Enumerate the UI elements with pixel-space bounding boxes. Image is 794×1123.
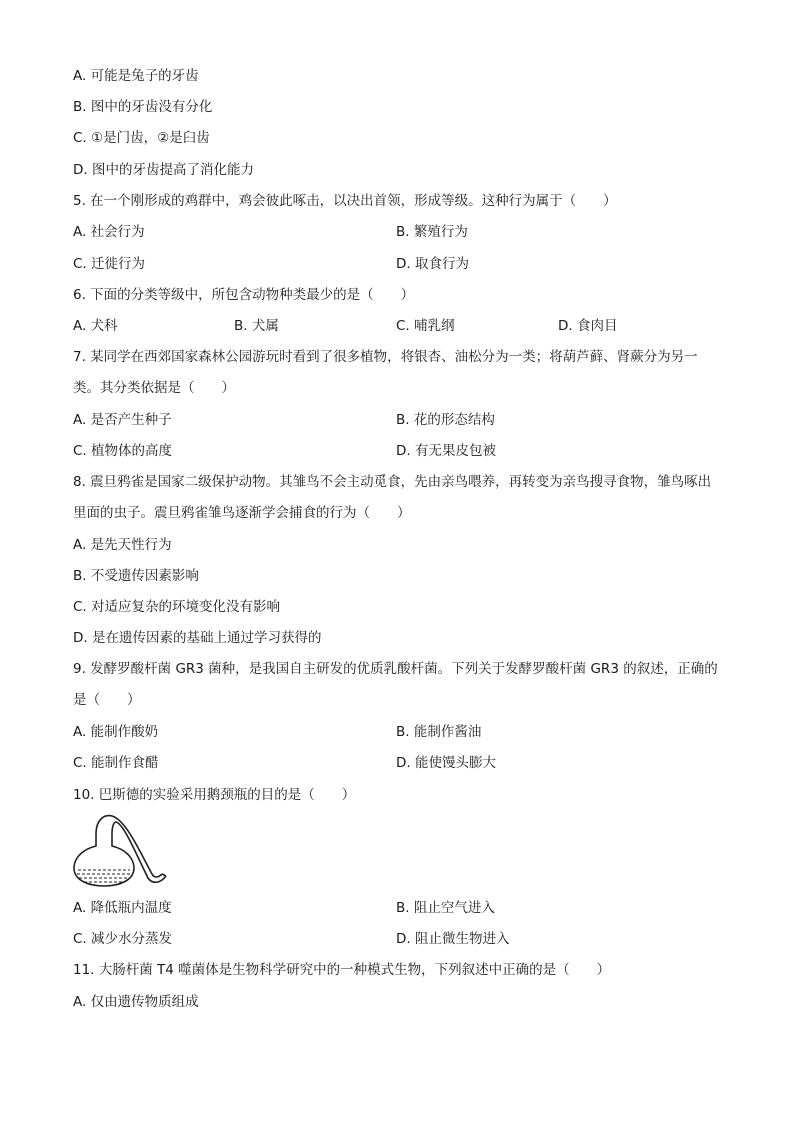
q9-stem: 9. 发酵罗酸杆菌 GR3 菌种，是我国自主研发的优质乳酸杆菌。下列关于发酵罗酸杆菌 GR3 的叙述，正确的是（ ） xyxy=(73,661,718,708)
q9-option-a: A. 能制作酸奶 xyxy=(73,724,159,740)
q8-option-a: A. 是先天性行为 xyxy=(73,537,172,553)
q5-option-b: B. 繁殖行为 xyxy=(396,224,468,240)
q11-option-a: A. 仅由遗传物质组成 xyxy=(73,994,199,1010)
q4-option-a: A. 可能是兔子的牙齿 xyxy=(73,68,199,84)
q6-option-c: C. 哺乳纲 xyxy=(396,318,455,334)
q8-option-b: B. 不受遗传因素影响 xyxy=(73,568,199,584)
q5-option-d: D. 取食行为 xyxy=(396,256,469,272)
q7-stem: 7. 某同学在西郊国家森林公园游玩时看到了很多植物，将银杏、油松分为一类；将葫芦藓、肾蕨分为另一类。其分类依据是（ ） xyxy=(73,349,698,396)
q6-option-d: D. 食肉目 xyxy=(558,318,618,334)
q8-option-d: D. 是在遗传因素的基础上通过学习获得的 xyxy=(73,630,322,646)
q6-option-a: A. 犬科 xyxy=(73,318,118,334)
q10-stem: 10. 巴斯德的实验采用鹅颈瓶的目的是（ ） xyxy=(73,787,356,803)
q4-option-b: B. 图中的牙齿没有分化 xyxy=(73,99,213,115)
q7-options-row-2 xyxy=(73,441,733,461)
q10-option-b: B. 阻止空气进入 xyxy=(396,900,495,916)
q10-option-c: C. 减少水分蒸发 xyxy=(73,931,173,947)
q6-stem: 6. 下面的分类等级中，所包含动物种类最少的是（ ） xyxy=(73,287,415,303)
q6-options-row xyxy=(73,316,733,336)
q5-stem: 5. 在一个刚形成的鸡群中，鸡会彼此啄击，以决出首领，形成等级。这种行为属于（ ） xyxy=(73,193,617,209)
q4-option-d: D. 图中的牙齿提高了消化能力 xyxy=(73,162,254,178)
q8-stem: 8. 震旦鸦雀是国家二级保护动物。其雏鸟不会主动觅食，先由亲鸟喂养，再转变为亲鸟搜寻食物，雏鸟啄出里面的虫子。震旦鸦雀雏鸟逐渐学会捕食的行为（ ） xyxy=(73,474,712,521)
q8-option-c: C. 对适应复杂的环境变化没有影响 xyxy=(73,599,281,615)
q7-option-d: D. 有无果皮包被 xyxy=(396,443,496,459)
q9-options-row-1 xyxy=(73,722,733,742)
swan-neck-flask-icon xyxy=(70,812,170,888)
q9-options-row-2 xyxy=(73,753,733,773)
q7-option-a: A. 是否产生种子 xyxy=(73,412,172,428)
q10-option-d: D. 阻止微生物进入 xyxy=(396,931,510,947)
q10-option-a: A. 降低瓶内温度 xyxy=(73,900,172,916)
q4-option-c: C. ①是门齿，②是臼齿 xyxy=(73,130,210,146)
q5-options-row-2 xyxy=(73,254,733,274)
q10-options-row-2 xyxy=(73,929,733,949)
q9-option-d: D. 能使馒头膨大 xyxy=(396,755,496,771)
q5-option-a: A. 社会行为 xyxy=(73,224,145,240)
q11-stem: 11. 大肠杆菌 T4 噬菌体是生物科学研究中的一种模式生物，下列叙述中正确的是（ ） xyxy=(73,962,611,978)
q7-options-row-1 xyxy=(73,410,733,430)
q9-option-c: C. 能制作食醋 xyxy=(73,755,159,771)
q5-options-row-1 xyxy=(73,222,733,242)
q9-option-b: B. 能制作酱油 xyxy=(396,724,482,740)
q7-option-b: B. 花的形态结构 xyxy=(396,412,495,428)
q5-option-c: C. 迁徙行为 xyxy=(73,256,146,272)
q7-option-c: C. 植物体的高度 xyxy=(73,443,173,459)
q6-option-b: B. 犬属 xyxy=(234,318,279,334)
q10-options-row-1 xyxy=(73,898,733,918)
